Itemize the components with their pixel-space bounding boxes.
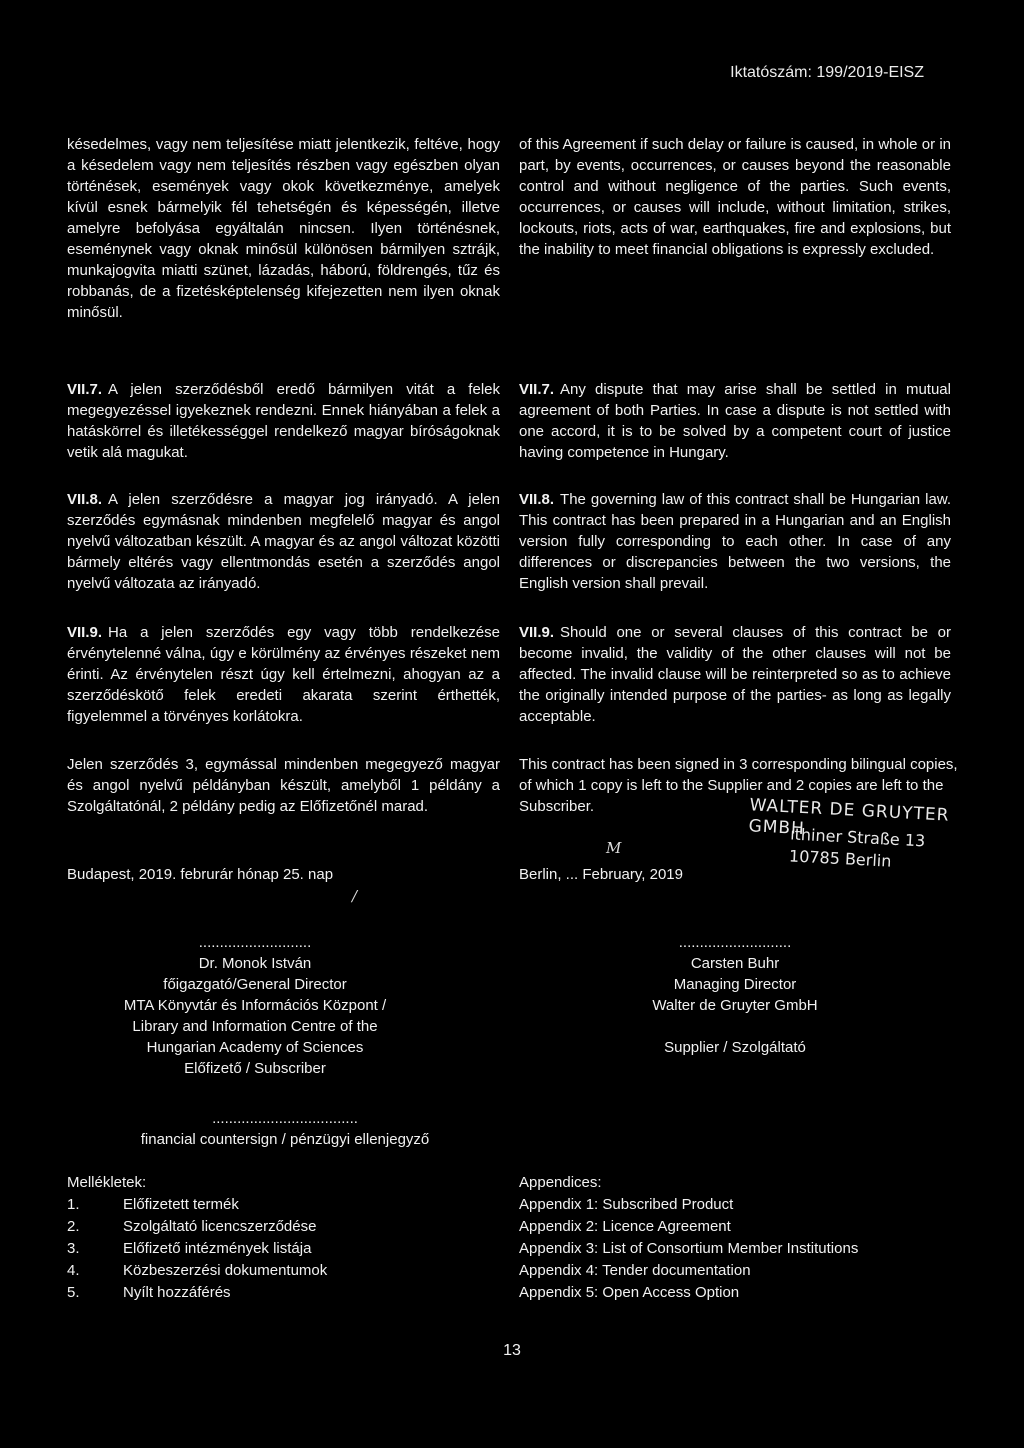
list-item: 3. Előfizető intézmények listája [67, 1240, 312, 1257]
clause-text: Ha a jelen szerződés egy vagy több rendelkezése érvénytelenné válna, úgy e körülmény az érvényes részeket nem érinti. Az érvénytelen részt úgy kell értelmezni, ahogyan az a szerződéskötő felek eredeti akarata szerint érthették, figyelemmel a törvényes korlátokra. [67, 624, 500, 725]
appendices-title: Appendices: [519, 1174, 602, 1191]
signatory-title: Managing Director [673, 976, 797, 993]
stamp-company-name: WALTER DE GRUYTER GMBH [748, 795, 950, 840]
stamp-street: ıthiner Straße 13 [789, 824, 926, 851]
company-stamp [718, 794, 962, 886]
list-item: Appendix 1: Subscribed Product [519, 1196, 734, 1213]
signatory-organization: Walter de Gruyter GmbH [652, 997, 818, 1014]
list-item: Appendix 2: Licence Agreement [519, 1218, 731, 1235]
list-item: 5. Nyílt hozzáférés [67, 1284, 231, 1301]
clause-number: VII.9. [519, 624, 555, 641]
list-item: 2. Szolgáltató licencszerződése [67, 1218, 317, 1235]
page-number: 13 [503, 1342, 521, 1359]
signatory-role: Supplier / Szolgáltató [664, 1039, 806, 1056]
copies-statement-hu: Jelen szerződés 3, egymással mindenben megegyező magyar és angol nyelvű példányban készült, amelyből 1 példány a Szolgáltatónál, 2 példány pedig az Előfizetőnél marad. [67, 756, 500, 815]
signing-place-date-en: Berlin, ... February, 2019 [519, 866, 683, 883]
clause-number: VII.7. [519, 381, 555, 398]
list-item: Appendix 4: Tender documentation [519, 1262, 751, 1279]
stamp-city: 10785 Berlin [788, 846, 892, 871]
clause-text: A jelen szerződésből eredő bármilyen vitát a felek megegyezéssel igyekeznek rendezni. Ennek hiányában a felek a hatáskörrel és illetékességgel rendelkező magyar bíróságoknak vetik alá magukat. [67, 381, 500, 461]
supplier-signature-block [560, 932, 910, 1058]
signatory-name: Dr. Monok István [198, 955, 312, 972]
signature-line: ........................... [198, 934, 312, 951]
clause-text: Any dispute that may arise shall be settled in mutual agreement of both Parties. In case a dispute is not settled with one accord, it is to be solved by a competent court of justice having competence in Hungary. [519, 381, 951, 461]
clause-vii7-en [519, 379, 951, 463]
clause-number: VII.7. [67, 381, 103, 398]
financial-countersign-block [100, 1108, 470, 1150]
clause-vii8-hu [67, 489, 500, 594]
signatory-organization: MTA Könyvtár és Információs Központ / [123, 997, 387, 1014]
clause-number: VII.8. [67, 491, 103, 508]
list-item: 1. Előfizetett termék [67, 1196, 239, 1213]
copies-statement-en: This contract has been signed in 3 corresponding bilingual copies, of which 1 copy is left to the Supplier and 2 copies are left to the Subscriber. [519, 756, 958, 815]
clause-vii9-en [519, 622, 951, 727]
signature-line: ................................... [212, 1110, 358, 1127]
signature-line: ........................... [678, 934, 792, 951]
clause-vii8-en [519, 489, 951, 594]
list-item: 4. Közbeszerzési dokumentumok [67, 1262, 328, 1279]
appendices-title: Mellékletek: [67, 1174, 147, 1191]
signatory-title: főigazgató/General Director [163, 976, 347, 993]
signing-place-date-hu: Budapest, 2019. februrár hónap 25. nap [67, 866, 334, 883]
countersign-label: financial countersign / pénzügyi ellenjegyző [140, 1131, 430, 1148]
list-item: Appendix 3: List of Consortium Member Institutions [519, 1240, 859, 1257]
clause-text: The governing law of this contract shall be Hungarian law. This contract has been prepared in a Hungarian and an English version fully corresponding to each other. In case of any differences or discrepancies between the two versions, the English version shall prevail. [519, 491, 951, 592]
clause-vii7-hu [67, 379, 500, 463]
clause-text: Should one or several clauses of this contract be or become invalid, the validity of the other clauses will not be affected. The invalid clause will be reinterpreted so as to achieve the originally intended purpose of the parties- as long as legally acceptable. [519, 624, 951, 725]
force-majeure-text-hu: késedelmes, vagy nem teljesítése miatt jelentkezik, feltéve, hogy a késedelem vagy nem teljesítés részben vagy egészben olyan történések, események vagy okok következménye, amelyek kívül esnek bármelyik fél tehetségén és képességén, illetve amelyre befolyása egyáltalán nincsen. Ilyen történésnek, eseménynek vagy oknak minősül különösen bármilyen sztrájk, munkajogvita miatti szünet, lázadás, háború, földrengés, tűz és robbanás, de a fizetésképtelenség kifejezetten nem ilyen oknak minősül. [67, 136, 500, 321]
appendices-hu [67, 1172, 487, 1304]
signatory-name: Carsten Buhr [690, 955, 780, 972]
clause-number: VII.8. [519, 491, 555, 508]
list-item: Appendix 5: Open Access Option [519, 1284, 740, 1301]
signatory-organization: Hungarian Academy of Sciences [146, 1039, 364, 1056]
clause-text: A jelen szerződésre a magyar jog irányadó. A jelen szerződés egymásnak mindenben megfelelő magyar és angol nyelvű változatban készült. A magyar és az angol változat közötti bármely eltérés vagy ellentmondás esetén a szerződés angol nyelvű változata az irányadó. [67, 491, 500, 592]
signatory-organization: Library and Information Centre of the [132, 1018, 378, 1035]
clause-vii9-hu [67, 622, 500, 727]
subscriber-signature-block [80, 932, 430, 1079]
handwritten-signature-mark: / [352, 887, 358, 905]
handwritten-signature-mark: M [606, 839, 622, 857]
document-reference-number: Iktatószám: 199/2019-EISZ [730, 64, 924, 81]
signatory-role: Előfizető / Subscriber [184, 1060, 326, 1077]
clause-number: VII.9. [67, 624, 103, 641]
appendices-en [519, 1172, 959, 1304]
force-majeure-text-en: of this Agreement if such delay or failure is caused, in whole or in part, by events, occurrences, or causes beyond the reasonable control and without negligence of the parties. Such events, occurrences, or causes will include, without limitation, strikes, lockouts, riots, acts of war, earthquakes, fire and explosions, but the inability to meet financial obligations is expressly excluded. [519, 136, 951, 258]
